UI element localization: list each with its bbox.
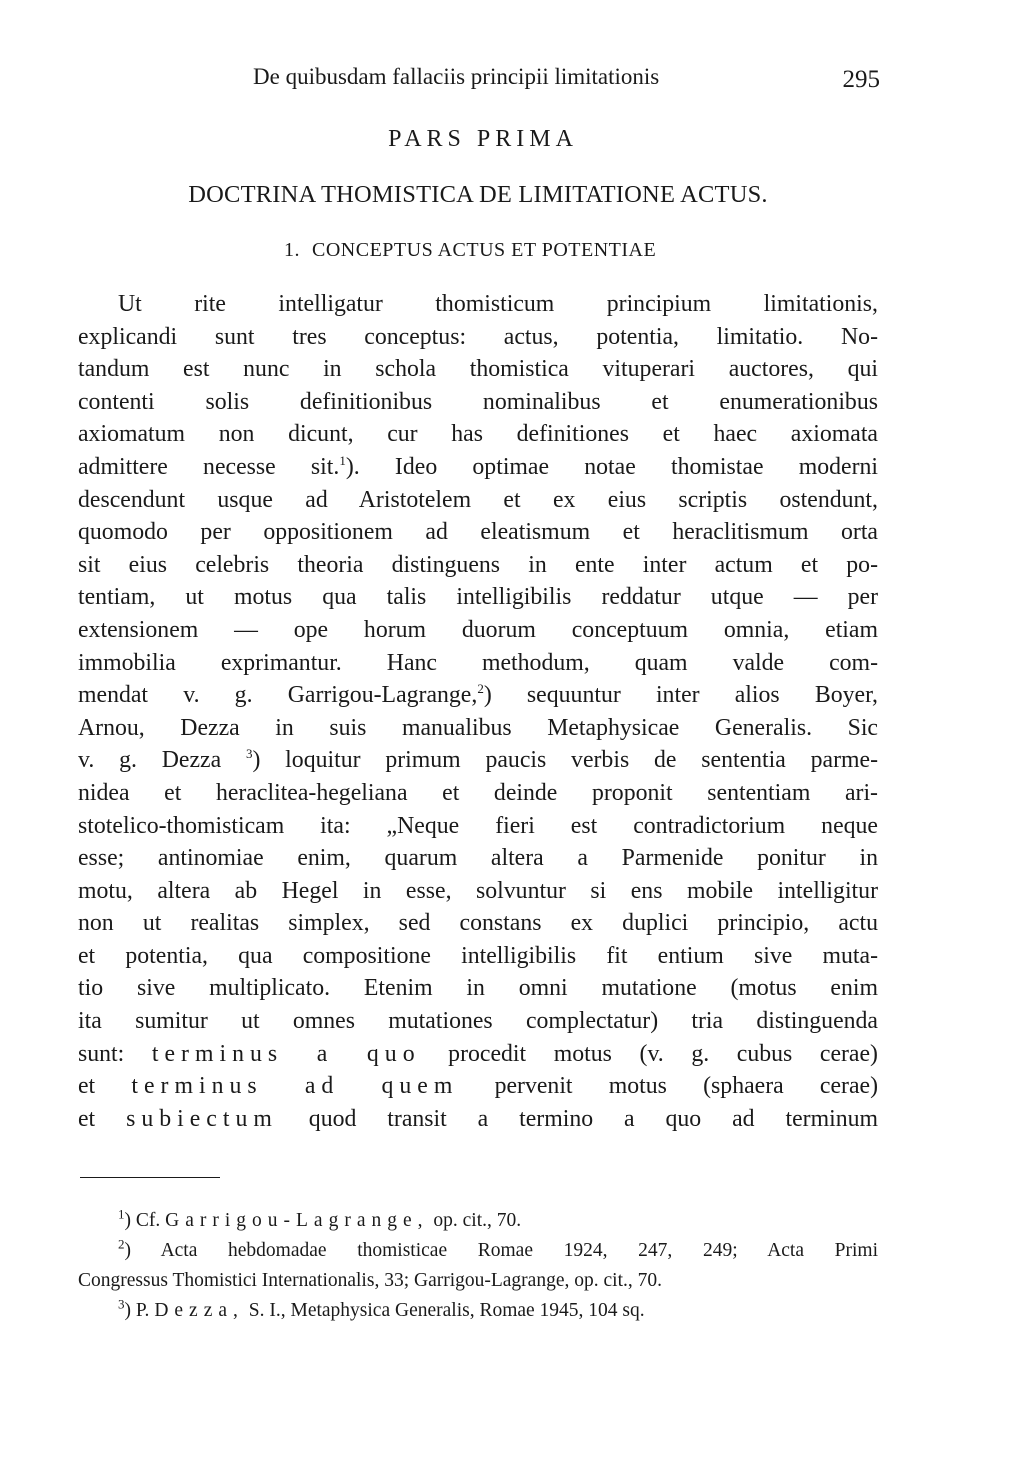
footnote-author: Garrigou-Lagrange, — [165, 1210, 429, 1232]
body-line: et potentia, qua compositione intelligibilis fit entium sive muta- — [78, 942, 878, 969]
body-text-fragment: et — [78, 1073, 132, 1100]
footnote-mark: 1 — [118, 1206, 125, 1222]
page-number: 295 — [842, 66, 880, 93]
footnote-ref-1: 1 — [339, 453, 346, 469]
body-line: Arnou, Dezza in suis manualibus Metaphysicae Generalis. Sic — [78, 714, 878, 741]
body-line: tio sive multiplicato. Etenim in omni mutatione (motus enim — [78, 975, 878, 1002]
body-text-fragment: sunt: — [78, 1040, 152, 1067]
body-line: quomodo per oppositionem ad eleatismum et heraclitismum orta — [78, 519, 878, 546]
body-line: axiomatum non dicunt, cur has definitiones et haec axiomata — [78, 421, 878, 448]
footnote-author: Dezza, — [154, 1300, 244, 1322]
spaced-emphasis: subiectum — [126, 1105, 278, 1132]
body-line: sit eius celebris theoria distinguens in ente inter actum et po- — [78, 551, 878, 578]
body-line: immobilia exprimantur. Hanc methodum, quam valde com- — [78, 649, 878, 676]
body-text-fragment: admittere necesse sit. — [78, 453, 340, 480]
footnote-text: op. cit., 70. — [428, 1210, 522, 1232]
body-text-fragment: pervenit motus (sphaera cerae) — [458, 1073, 878, 1100]
footnote-3 — [78, 1296, 878, 1326]
footnote-ref-2: 2 — [477, 681, 484, 697]
footnote-2 — [78, 1236, 878, 1266]
body-line: motu, altera ab Hegel in esse, solvuntur si ens mobile intelligitur — [78, 877, 878, 904]
running-head — [78, 60, 878, 100]
body-line: esse; antinomiae enim, quarum altera a Parmenide ponitur in — [78, 845, 878, 872]
body-line: tandum est nunc in schola thomistica vituperari auctores, qui — [78, 356, 878, 383]
part-title: PARS PRIMA — [388, 126, 578, 152]
footnote-1 — [78, 1206, 878, 1236]
body-line — [78, 679, 878, 712]
body-line — [78, 451, 878, 484]
footnote-text: S. I., Metaphysica Generalis, Romae 1945, 104 sq. — [243, 1300, 645, 1322]
body-line: nidea et heraclitea-hegeliana et deinde proponit sententiam ari- — [78, 779, 878, 806]
body-line: contenti solis definitionibus nominalibus et enumerationibus — [78, 388, 878, 415]
body-text-fragment: ) loquitur primum paucis verbis de sententia parme- — [252, 747, 878, 774]
section-heading — [78, 239, 878, 262]
footnote-text: ) Acta hebdomadae thomisticae Romae 1924, 247, 249; Acta Primi — [124, 1240, 878, 1262]
body-text-fragment: quod transit a termino a quo ad terminum — [277, 1105, 878, 1132]
body-text-fragment: procedit motus (v. g. cubus cerae) — [420, 1040, 878, 1067]
body-line: descendunt usque ad Aristotelem et ex eius scriptis ostendunt, — [78, 486, 878, 513]
footnote-ref-3: 3 — [245, 746, 253, 762]
body-paragraph — [78, 288, 878, 1135]
spaced-emphasis: terminus ad quem — [131, 1073, 459, 1100]
page — [78, 60, 878, 1326]
body-line: non ut realitas simplex, sed constans ex duplici principio, actu — [78, 910, 878, 937]
body-line — [78, 744, 878, 777]
body-line: explicandi sunt tres conceptus: actus, potentia, limitatio. No- — [78, 323, 878, 350]
body-text-fragment: et — [78, 1105, 127, 1132]
body-line: stotelico-thomisticam ita: „Neque fieri est contradictorium neque — [78, 812, 878, 839]
running-title: De quibusdam fallaciis principii limitationis — [253, 64, 660, 89]
body-line: tentiam, ut motus qua talis intelligibilis reddatur utque — per — [78, 584, 878, 611]
body-text-fragment: ). Ideo optimae notae thomistae moderni — [345, 453, 879, 480]
body-line: Ut rite intelligatur thomisticum principium limitationis, — [118, 291, 878, 317]
section-number: 1. — [284, 239, 300, 261]
footnotes — [78, 1206, 878, 1326]
body-line — [78, 1070, 878, 1103]
body-line — [78, 1103, 878, 1136]
footnote-mark: 3 — [118, 1296, 125, 1312]
doctrine-title: DOCTRINA THOMISTICA DE LIMITATIONE ACTUS. — [188, 181, 768, 208]
footnote-separator — [80, 1177, 220, 1178]
footnote-mark: 2 — [118, 1236, 125, 1252]
footnote-text: ) P. — [124, 1300, 155, 1322]
body-line: extensionem — ope horum duorum conceptuum omnia, etiam — [78, 616, 878, 643]
section-title: CONCEPTUS ACTUS ET POTENTIAE — [312, 239, 657, 261]
footnote-2-continued: Congressus Thomistici Internationalis, 33; Garrigou-Lagrange, op. cit., 70. — [78, 1270, 662, 1292]
spaced-emphasis: terminus a quo — [151, 1040, 421, 1067]
body-text-fragment: mendat v. g. Garrigou-Lagrange, — [78, 682, 478, 709]
body-line: ita sumitur ut omnes mutationes complectatur) tria distinguenda — [78, 1008, 878, 1035]
body-text-fragment: ) sequuntur inter alios Boyer, — [483, 682, 878, 709]
footnote-text: ) Cf. — [124, 1210, 166, 1232]
body-line — [78, 1038, 878, 1071]
body-text-fragment: v. g. Dezza — [78, 747, 246, 774]
